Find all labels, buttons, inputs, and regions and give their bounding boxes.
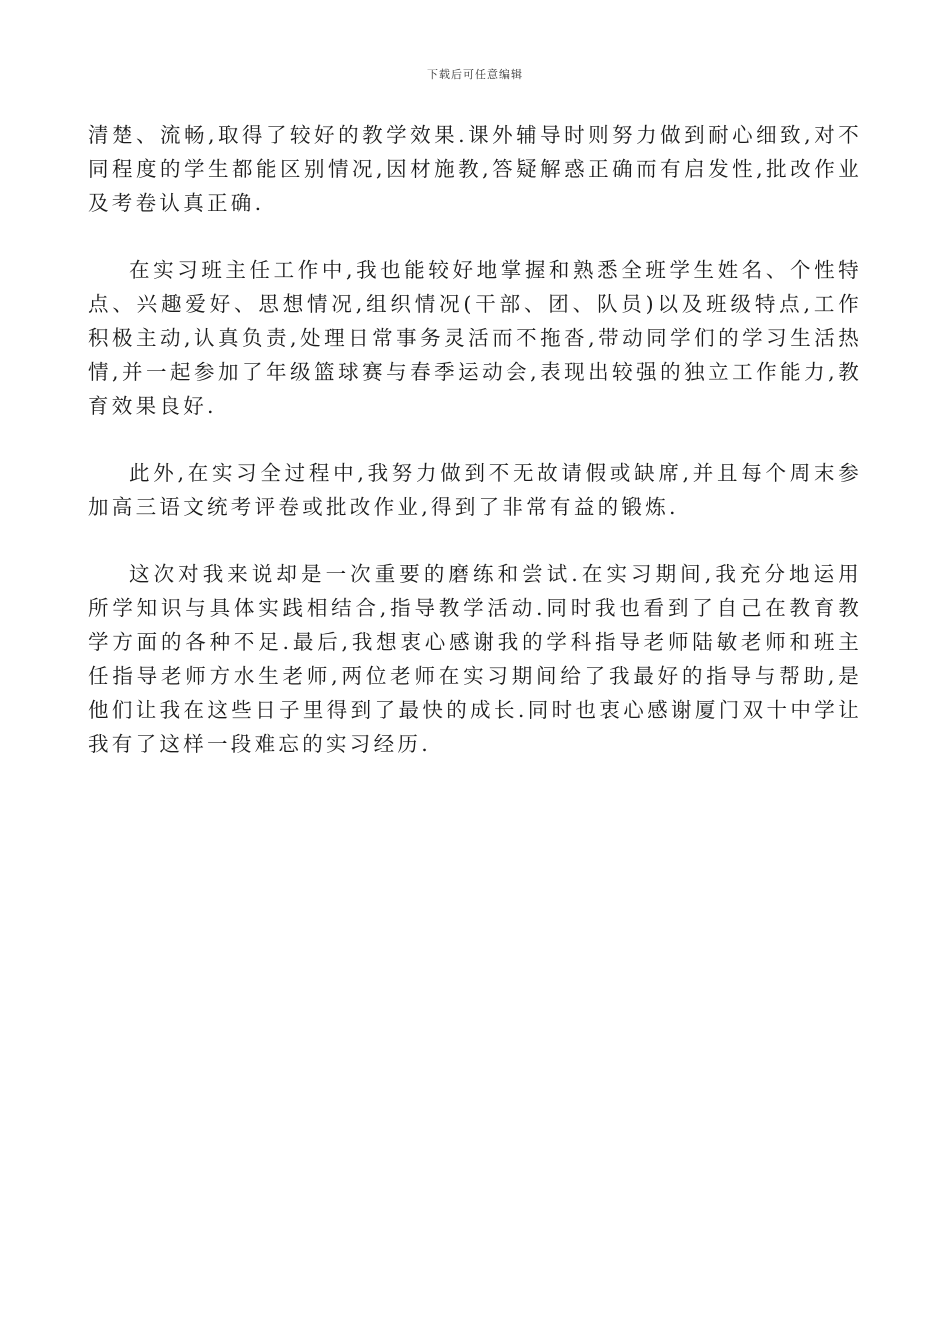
document-body [88, 118, 862, 761]
paragraph-attendance: 此外,在实习全过程中,我努力做到不无故请假或缺席,并且每个周末参加高三语文统考评卷或批改作业,得到了非常有益的锻炼. [88, 461, 862, 519]
paragraph-conclusion: 这次对我来说却是一次重要的磨练和尝试.在实习期间,我充分地运用所学知识与具体实践相结合,指导教学活动.同时我也看到了自己在教育教学方面的各种不足.最后,我想衷心感谢我的学科指导老师陆敏老师和班主任指导老师方水生老师,两位老师在实习期间给了我最好的指导与帮助,是他们让我在这些日子里得到了最快的成长.同时也衷心感谢厦门双十中学让我有了这样一段难忘的实习经历. [88, 562, 862, 756]
page-header-note: 下载后可任意编辑 [427, 68, 523, 81]
paragraph-class-teacher-work: 在实习班主任工作中,我也能较好地掌握和熟悉全班学生姓名、个性特点、兴趣爱好、思想情况,组织情况(干部、团、队员)以及班级特点,工作积极主动,认真负责,处理日常事务灵活而不拖沓,带动同学们的学习生活热情,并一起参加了年级篮球赛与春季运动会,表现出较强的独立工作能力,教育效果良好. [88, 258, 862, 418]
paragraph-continuation: 清楚、流畅,取得了较好的教学效果.课外辅导时则努力做到耐心细致,对不同程度的学生都能区别情况,因材施教,答疑解惑正确而有启发性,批改作业及考卷认真正确. [88, 123, 862, 215]
